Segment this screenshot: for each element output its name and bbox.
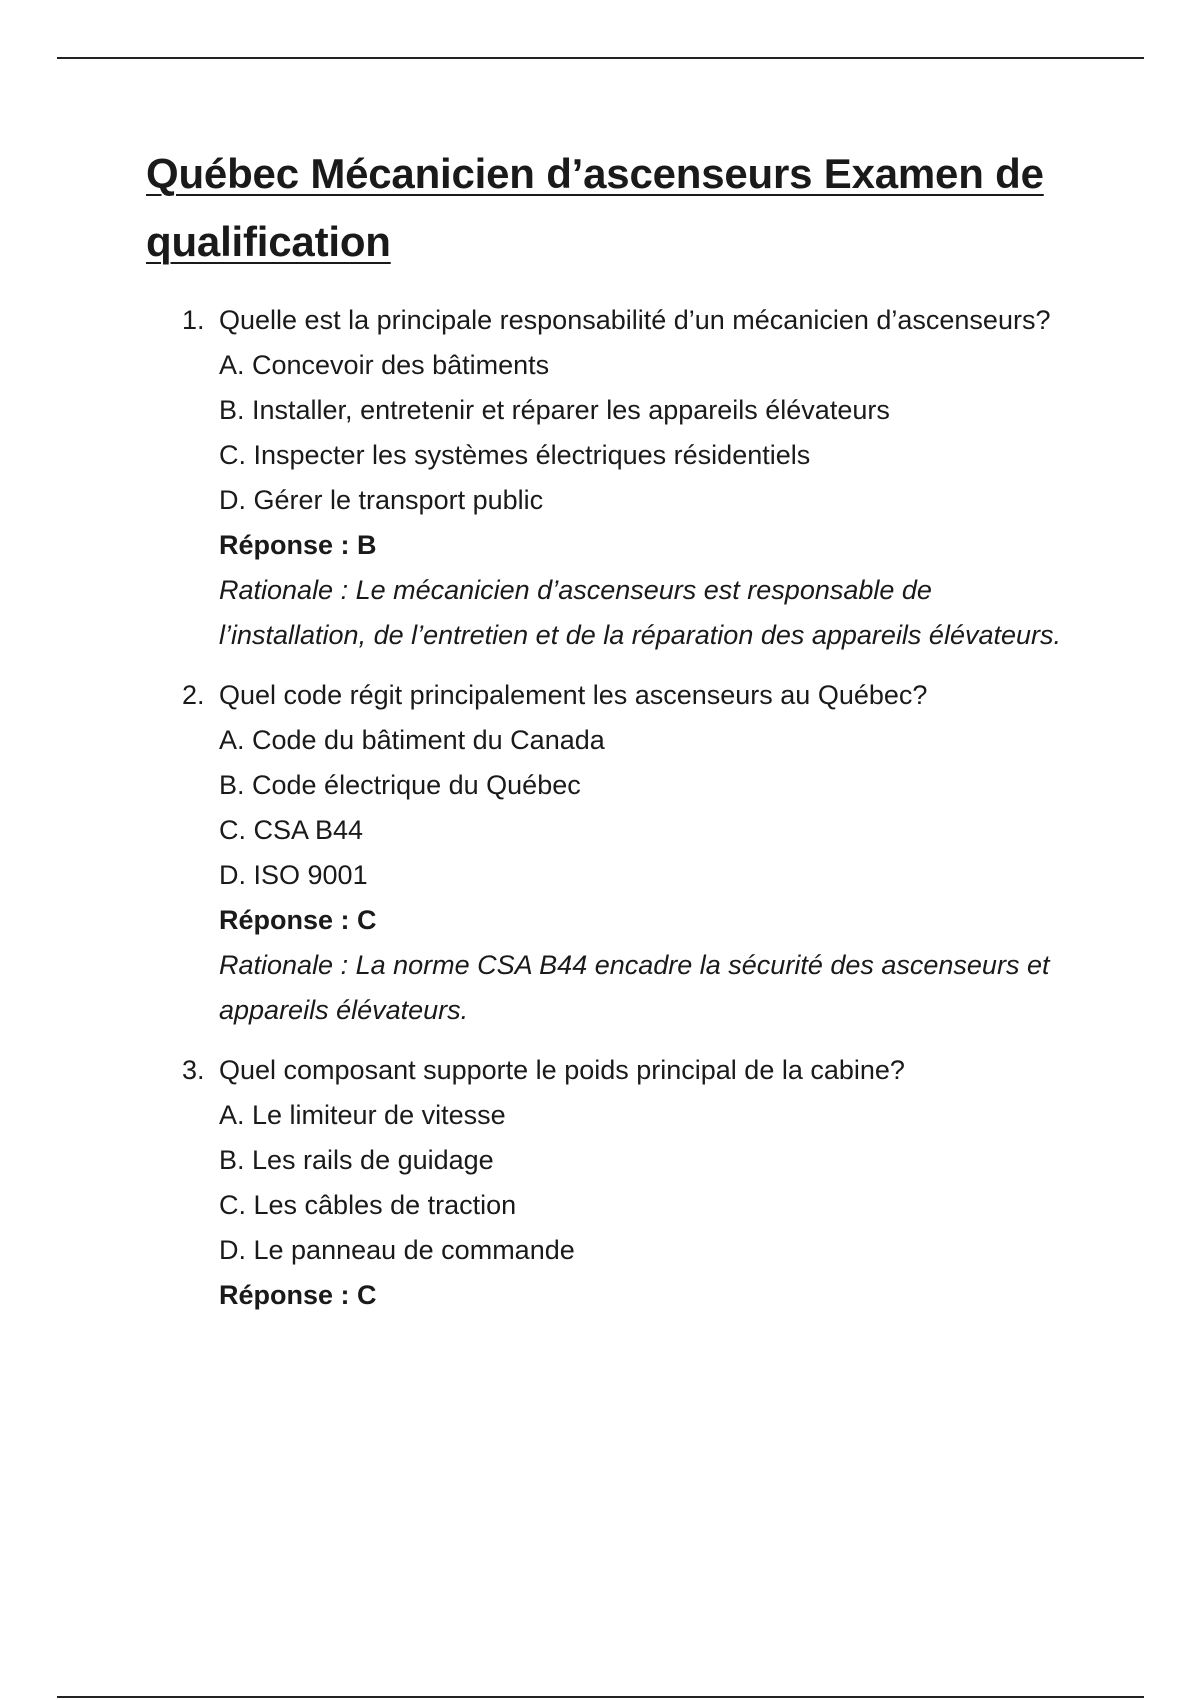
- rationale-text: Rationale : La norme CSA B44 encadre la sécurité des ascenseurs et appareils élévateurs.: [219, 950, 1050, 1025]
- document-body: [146, 140, 1076, 1333]
- question-list: [146, 298, 1076, 1318]
- option-c: C. Inspecter les systèmes électriques résidentiels: [219, 440, 811, 470]
- question-number: 3.: [182, 1055, 205, 1085]
- option-list: [219, 343, 1076, 523]
- document-title-text: Québec Mécanicien d’ascenseurs Examen de qualification: [146, 150, 1044, 265]
- answer-label: Réponse : B: [219, 530, 377, 560]
- option-b: B. Code électrique du Québec: [219, 770, 581, 800]
- option-b: B. Installer, entretenir et réparer les appareils élévateurs: [219, 395, 890, 425]
- answer-label: Réponse : C: [219, 905, 377, 935]
- option-a: A. Concevoir des bâtiments: [219, 350, 550, 380]
- question-text: Quel code régit principalement les ascenseurs au Québec?: [219, 680, 928, 710]
- question-item: [146, 1048, 1076, 1318]
- option-a: A. Code du bâtiment du Canada: [219, 725, 605, 755]
- option-c: C. CSA B44: [219, 815, 364, 845]
- question-number: 2.: [182, 680, 205, 710]
- document-title: [146, 140, 1076, 276]
- footer-rule: [57, 1696, 1144, 1698]
- option-d: D. ISO 9001: [219, 860, 368, 890]
- option-list: [219, 718, 1076, 898]
- question-text: Quel composant supporte le poids principal de la cabine?: [219, 1055, 905, 1085]
- answer-label: Réponse : C: [219, 1280, 377, 1310]
- option-a: A. Le limiteur de vitesse: [219, 1100, 506, 1130]
- option-d: D. Gérer le transport public: [219, 485, 544, 515]
- question-item: [146, 673, 1076, 1033]
- option-c: C. Les câbles de traction: [219, 1190, 517, 1220]
- option-list: [219, 1093, 1076, 1273]
- rationale-text: Rationale : Le mécanicien d’ascenseurs est responsable de l’installation, de l’entretien et de la réparation des appareils élévateurs.: [219, 575, 1062, 650]
- question-item: [146, 298, 1076, 658]
- option-b: B. Les rails de guidage: [219, 1145, 494, 1175]
- question-number: 1.: [182, 305, 205, 335]
- question-text: Quelle est la principale responsabilité d’un mécanicien d’ascenseurs?: [219, 305, 1051, 335]
- header-rule: [57, 57, 1144, 59]
- option-d: D. Le panneau de commande: [219, 1235, 575, 1265]
